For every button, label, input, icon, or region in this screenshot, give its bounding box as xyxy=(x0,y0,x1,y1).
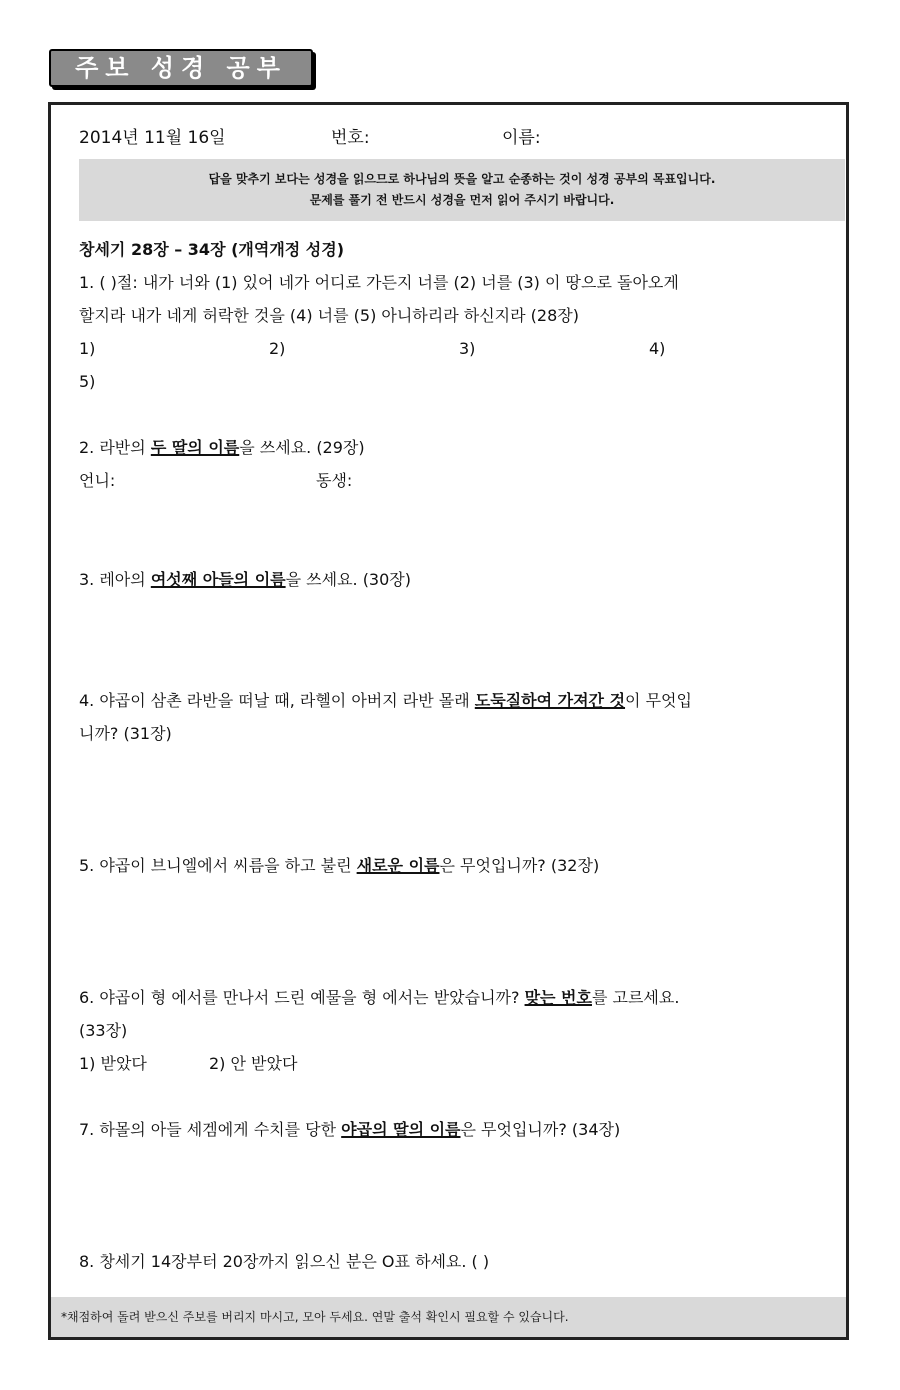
q1-answers xyxy=(79,332,819,365)
worksheet-frame xyxy=(48,102,849,1340)
name-label: 이름: xyxy=(502,128,541,148)
q2-text: 2. 라반의 두 딸의 이름을 쓰세요. (29장) xyxy=(79,438,365,457)
q4-emphasis: 도둑질하여 가져간 것 xyxy=(474,691,626,710)
q1-line-2: 할지라 내가 네게 허락한 것을 (4) 너를 (5) 아니하리라 하신지라 (28장) xyxy=(79,306,579,325)
notice-line-1: 답을 맞추기 보다는 성경을 읽으므로 하나님의 뜻을 알고 순종하는 것이 성경 공부의 목표입니다. xyxy=(208,172,716,186)
question-4 xyxy=(79,684,819,750)
question-8: 8. 창세기 14장부터 20장까지 읽으신 분은 O표 하세요. ( ) xyxy=(79,1252,490,1271)
notice-line-2: 문제를 풀기 전 반드시 성경을 먼저 읽어 주시기 바랍니다. xyxy=(309,193,615,207)
q3-emphasis: 여섯째 아들의 이름 xyxy=(150,570,286,589)
q2-emphasis: 두 딸의 이름 xyxy=(150,438,240,457)
q2-younger-label: 동생: xyxy=(316,471,353,490)
section-title: 창세기 28장 – 34장 (개역개정 성경) xyxy=(79,240,345,259)
q1-answer-1: 1) xyxy=(79,339,96,358)
question-7: 7. 하몰의 아들 세겜에게 수치를 당한 야곱의 딸의 이름은 무엇입니까? (34장) xyxy=(79,1120,621,1139)
q6-option-2: 2) 안 받았다 xyxy=(209,1054,298,1073)
question-2 xyxy=(79,431,819,497)
q4-line-1: 4. 야곱이 삼촌 라반을 떠날 때, 라헬이 아버지 라반 몰래 도둑질하여 가져간 것이 무엇입 xyxy=(79,691,692,710)
number-label: 번호: xyxy=(331,128,370,148)
q1-line-1: 1. ( )절: 내가 너와 (1) 있어 네가 어디로 가든지 너를 (2) 너를 (3) 이 땅으로 돌아오게 xyxy=(79,273,679,292)
q2-answers xyxy=(79,464,819,497)
q4-line-2: 니까? (31장) xyxy=(79,724,172,743)
question-1 xyxy=(79,266,819,398)
date-label: 2014년 11월 16일 xyxy=(79,128,226,148)
q7-emphasis: 야곱의 딸의 이름 xyxy=(341,1120,461,1139)
q6-options xyxy=(79,1047,819,1080)
q1-answer-2: 2) xyxy=(269,339,286,358)
footer-note: *채점하여 돌려 받으신 주보를 버리지 마시고, 모아 두세요. 연말 출석 확인시 필요할 수 있습니다. xyxy=(51,1297,846,1337)
q5-emphasis: 새로운 이름 xyxy=(356,856,440,875)
question-6 xyxy=(79,981,819,1080)
page-title-tab: 주보 성경 공부 xyxy=(49,49,313,87)
notice-box xyxy=(79,159,845,221)
questions xyxy=(79,233,819,1278)
q6-option-1: 1) 받았다 xyxy=(79,1054,147,1073)
q1-answer-4: 4) xyxy=(649,339,666,358)
q1-answer-5: 5) xyxy=(79,372,96,391)
q2-older-label: 언니: xyxy=(79,471,116,490)
q6-emphasis: 맞는 번호 xyxy=(524,988,592,1007)
question-5: 5. 야곱이 브니엘에서 씨름을 하고 불린 새로운 이름은 무엇입니까? (32장) xyxy=(79,856,600,875)
q6-line-2: (33장) xyxy=(79,1021,128,1040)
q6-line-1: 6. 야곱이 형 에서를 만나서 드린 예물을 형 에서는 받았습니까? 맞는 번호를 고르세요. xyxy=(79,988,680,1007)
question-3: 3. 레아의 여섯째 아들의 이름을 쓰세요. (30장) xyxy=(79,570,411,589)
q1-answer-3: 3) xyxy=(459,339,476,358)
